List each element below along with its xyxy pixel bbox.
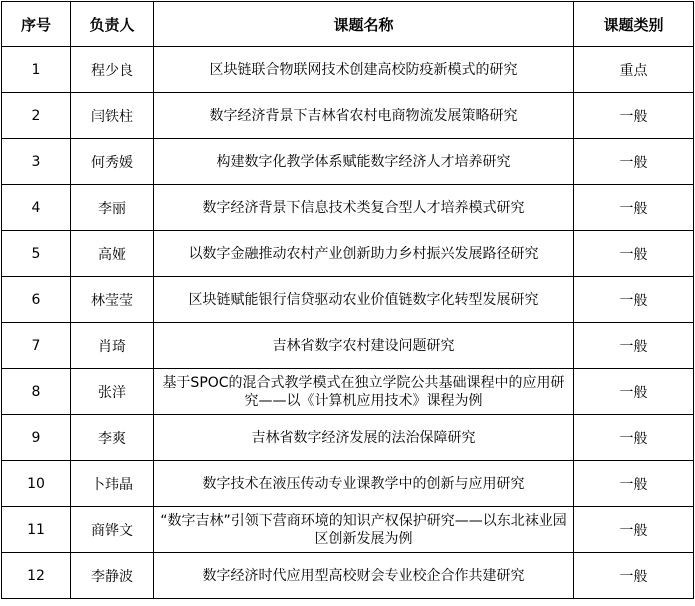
row-title: 以数字金融推动农村产业创新助力乡村振兴发展路径研究 [154,231,574,277]
row-category: 一般 [574,507,694,553]
row-index: 1 [2,47,71,93]
row-category: 一般 [574,461,694,507]
row-owner: 李丽 [71,185,154,231]
table-row [2,231,694,277]
row-title: 数字经济背景下吉林省农村电商物流发展策略研究 [154,93,574,139]
row-category: 一般 [574,369,694,415]
table-row [2,47,694,93]
table-row [2,185,694,231]
row-category: 一般 [574,139,694,185]
row-title: 构建数字化教学体系赋能数字经济人才培养研究 [154,139,574,185]
row-category: 一般 [574,185,694,231]
row-title: “数字吉林”引领下营商环境的知识产权保护研究——以东北袜业园区创新发展为例 [154,507,574,553]
row-index: 9 [2,415,71,461]
table-row [2,507,694,553]
header-title: 课题名称 [154,2,574,47]
row-owner: 高娅 [71,231,154,277]
row-owner: 商铧文 [71,507,154,553]
row-owner: 李静波 [71,553,154,599]
row-title: 数字技术在液压传动专业课教学中的创新与应用研究 [154,461,574,507]
row-title: 区块链联合物联网技术创建高校防疫新模式的研究 [154,47,574,93]
row-title: 区块链赋能银行信贷驱动农业价值链数字化转型发展研究 [154,277,574,323]
table-row [2,461,694,507]
row-owner: 肖琦 [71,323,154,369]
row-owner: 何秀媛 [71,139,154,185]
row-title: 基于SPOC的混合式教学模式在独立学院公共基础课程中的应用研究——以《计算机应用技术》课程为例 [154,369,574,415]
row-category: 一般 [574,323,694,369]
table-row [2,93,694,139]
row-category: 一般 [574,277,694,323]
row-owner: 李爽 [71,415,154,461]
row-category: 重点 [574,47,694,93]
row-title: 数字经济时代应用型高校财会专业校企合作共建研究 [154,553,574,599]
row-owner: 张洋 [71,369,154,415]
row-owner: 程少良 [71,47,154,93]
row-owner: 卜玮晶 [71,461,154,507]
header-owner: 负责人 [71,2,154,47]
table-row [2,553,694,599]
row-owner: 林莹莹 [71,277,154,323]
table-header-row [2,2,694,47]
table-row [2,415,694,461]
row-index: 2 [2,93,71,139]
header-category: 课题类别 [574,2,694,47]
row-category: 一般 [574,415,694,461]
row-index: 7 [2,323,71,369]
row-title: 吉林省数字农村建设问题研究 [154,323,574,369]
table-row [2,277,694,323]
row-title: 数字经济背景下信息技术类复合型人才培养模式研究 [154,185,574,231]
row-index: 6 [2,277,71,323]
header-index: 序号 [2,2,71,47]
row-index: 5 [2,231,71,277]
row-title: 吉林省数字经济发展的法治保障研究 [154,415,574,461]
row-index: 12 [2,553,71,599]
row-index: 11 [2,507,71,553]
table-row [2,323,694,369]
row-owner: 闫铁柱 [71,93,154,139]
row-index: 4 [2,185,71,231]
row-index: 3 [2,139,71,185]
row-category: 一般 [574,231,694,277]
table-row [2,369,694,415]
row-category: 一般 [574,93,694,139]
table-row [2,139,694,185]
row-category: 一般 [574,553,694,599]
row-index: 10 [2,461,71,507]
row-index: 8 [2,369,71,415]
project-table [1,1,694,599]
